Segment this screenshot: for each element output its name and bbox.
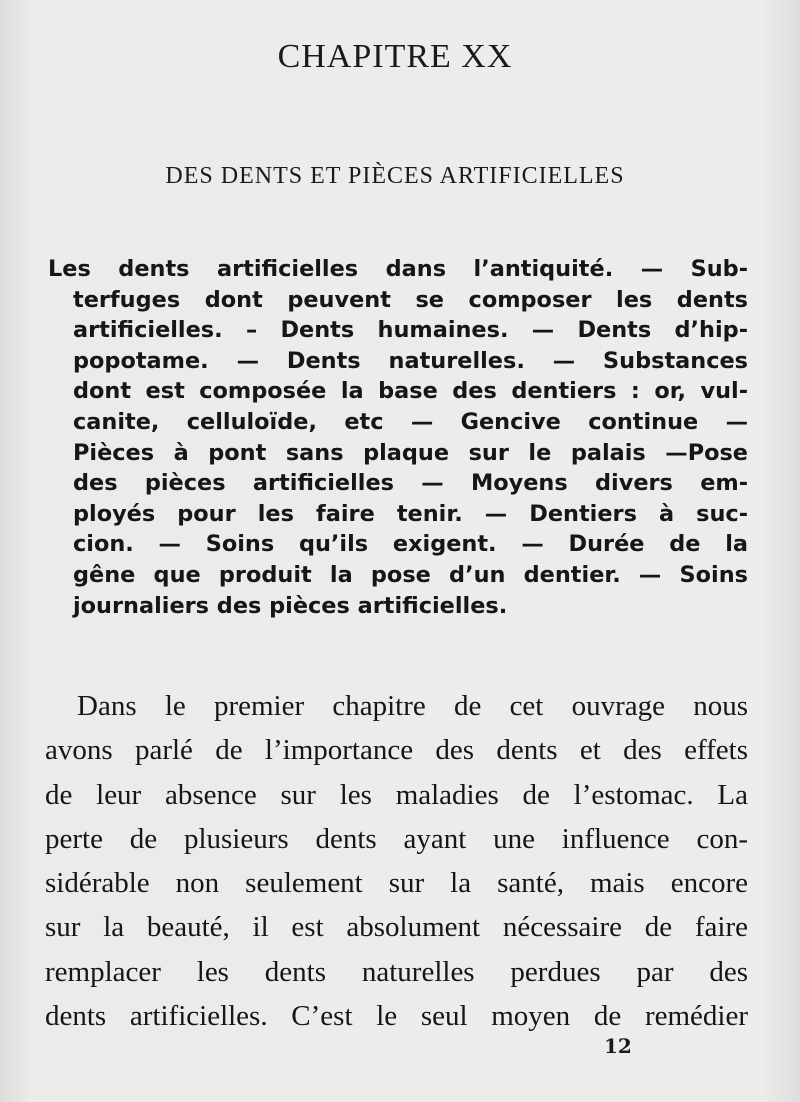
summary-line: canite, celluloïde, etc — Gencive continue — xyxy=(73,408,748,435)
summary-line: cion. — Soins qu’ils exigent. — Durée de la xyxy=(73,531,748,558)
chapter-title: CHAPITRE XX xyxy=(277,38,513,75)
body-line: avons parlé de l’importance des dents et des effets xyxy=(45,734,748,767)
body-line: sidérable non seulement sur la santé, mais encore xyxy=(45,867,748,900)
summary-line: ployés pour les faire tenir. — Dentiers à suc- xyxy=(73,500,748,527)
summary-line: popotame. — Dents naturelles. — Substances xyxy=(73,347,748,374)
summary-line: Pièces à pont sans plaque sur le palais —Pose xyxy=(73,439,748,466)
summary-line: terfuges dont peuvent se composer les dents xyxy=(73,286,748,313)
summary-line: gêne que produit la pose d’un dentier. — Soins xyxy=(73,561,748,588)
summary-line: journaliers des pièces artificielles. xyxy=(73,592,508,619)
body-line: Dans le premier chapitre de cet ouvrage nous xyxy=(77,690,748,722)
summary-line: dont est composée la base des dentiers : or, vul- xyxy=(73,378,748,405)
summary-line: Les dents artificielles dans l’antiquité. — Sub- xyxy=(48,256,748,282)
summary-line: artificielles. – Dents humaines. — Dents d’hip- xyxy=(73,317,748,344)
body-paragraph xyxy=(45,684,748,1038)
chapter-summary xyxy=(48,254,748,621)
body-line: de leur absence sur les maladies de l’estomac. La xyxy=(45,778,748,811)
body-line: sur la beauté, il est absolument nécessaire de faire xyxy=(45,911,748,944)
body-line: perte de plusieurs dents ayant une influence con- xyxy=(45,822,748,855)
body-line: remplacer les dents naturelles perdues par des xyxy=(45,955,748,988)
page-number: 12 xyxy=(604,1034,632,1058)
body-line: dents artificielles. C’est le seul moyen de remédier xyxy=(45,1000,748,1033)
chapter-subtitle: DES DENTS ET PIÈCES ARTIFICIELLES xyxy=(165,163,625,189)
summary-line: des pièces artificielles — Moyens divers em- xyxy=(73,470,748,497)
